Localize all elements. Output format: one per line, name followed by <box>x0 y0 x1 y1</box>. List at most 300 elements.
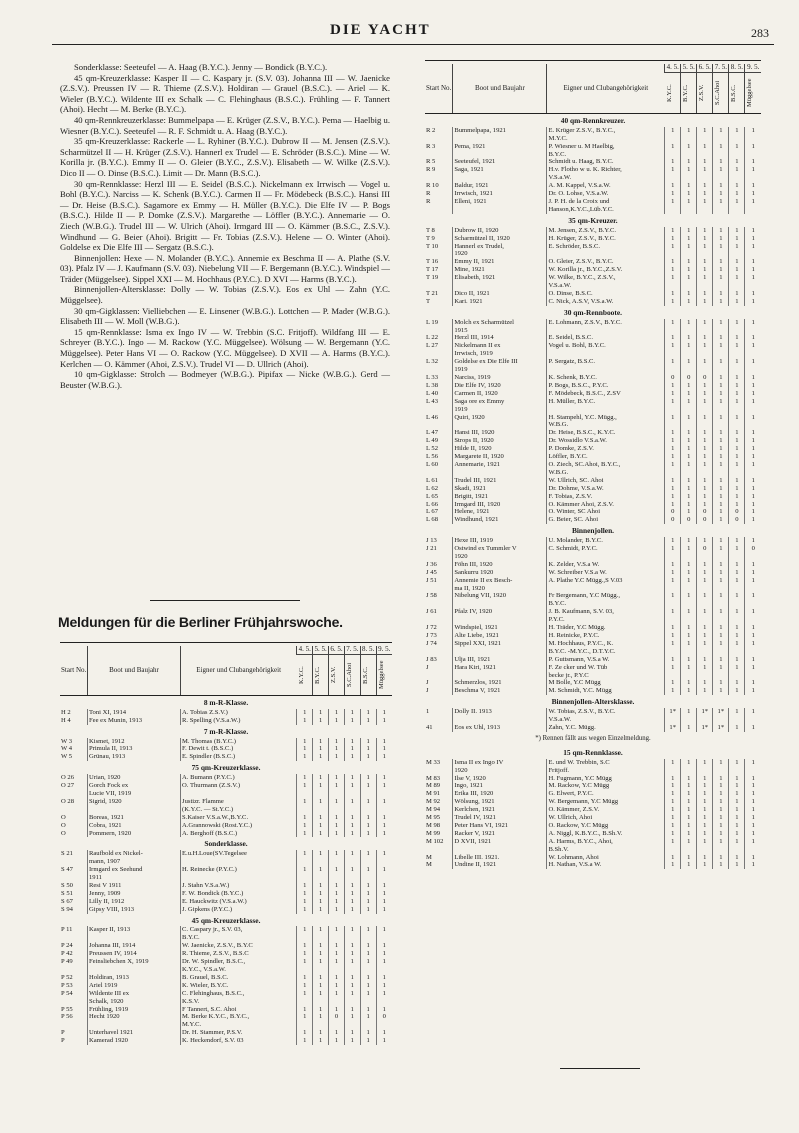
owner-club: E. Krüger Z.S.V., B.Y.C., <box>547 127 665 135</box>
start-number <box>425 135 453 143</box>
day-entry: 1 <box>729 708 745 716</box>
owner-club: Fr Bergemann, Y.C Mügg., <box>547 592 665 600</box>
day-entry: 1 <box>713 485 729 493</box>
day-entry: 1 <box>313 774 329 782</box>
day-entry: 1 <box>344 1037 360 1045</box>
day-entry: 1 <box>729 561 745 569</box>
day-entry <box>745 350 761 358</box>
table-row <box>425 516 761 524</box>
day-entry: 1 <box>313 926 329 934</box>
day-entry: 1 <box>697 679 713 687</box>
day-entry: 1 <box>376 942 392 950</box>
start-number: L 27 <box>426 342 439 350</box>
day-entry: 1 <box>745 445 761 453</box>
boat-name: Elisabeth, 1921 <box>453 274 547 282</box>
day-entry: 0 <box>745 545 761 553</box>
day-entry: 1 <box>665 243 681 251</box>
day-entry <box>681 366 697 374</box>
owner-club: O. Ziech, SC.Ahoi, B.Y.C., <box>547 461 665 469</box>
day-entry: 1 <box>745 861 761 869</box>
boat-name: Peter Hans VI, 1921 <box>453 822 547 830</box>
owner-club <box>547 327 665 335</box>
day-entry <box>729 366 745 374</box>
owner-club: F. Dewit t. (B.S.C.) <box>181 745 297 753</box>
day-entry <box>697 600 713 608</box>
day-entry: 1 <box>665 624 681 632</box>
boat-name: Lucie VII, 1919 <box>87 790 180 798</box>
boat-name: Windspiel, 1921 <box>453 624 547 632</box>
day-entry: 1 <box>297 974 313 982</box>
boat-name <box>453 421 547 429</box>
entry-paragraph: 45 qm-Kreuzerklasse: Kasper II — C. Kaspary jr. (S.V. 03). Johanna III — W. Jaenicke (Z.S.V.). Preussen IV — R. Thieme (Z.S.V.). Holdiran — Grauel (B.S.C.). — Ariel — K. Wieler (B.Y.C.). Wildente III ex Schalk — C. Flehinghaus (B.S.C.). Frühling — F. Tannert (Ahoi). Hecht — M. Berke (B.Y.C.). <box>60 72 390 115</box>
start-number: W 4 <box>61 745 73 753</box>
day-entry: 1 <box>745 501 761 509</box>
boat-name: Hara Kiri, 1921 <box>453 664 547 672</box>
day-entry: 1 <box>360 898 376 906</box>
boat-name: Hexe III, 1919 <box>453 537 547 545</box>
boat-name: Beschma V, 1921 <box>453 687 547 695</box>
boat-name: Saga ore ex Emmy <box>453 398 547 406</box>
day-entry: 1 <box>729 537 745 545</box>
start-number: P 53 <box>61 981 73 989</box>
day-entry <box>697 846 713 854</box>
owner-club: P.Y.C. <box>547 616 665 624</box>
day-entry: 1 <box>681 632 697 640</box>
day-entry <box>681 716 697 724</box>
day-entry: 1 <box>376 982 392 990</box>
day-entry <box>697 585 713 593</box>
day-entry: 1 <box>713 414 729 422</box>
start-number: J 45 <box>426 568 437 576</box>
day-entry: 1 <box>745 822 761 830</box>
day-entry <box>297 1021 313 1029</box>
owner-club: M. Thomas (B.Y.C.) <box>181 738 297 746</box>
start-number <box>425 716 453 724</box>
day-entry: 1 <box>745 127 761 135</box>
owner-club: C. Flehinghaus, B.S.C., <box>181 990 297 998</box>
table-row <box>425 243 761 251</box>
day-entry <box>313 1021 329 1029</box>
header-eigner: Eigner und Clubangehörigkeit <box>181 646 297 695</box>
boat-name: Johanna III, 1914 <box>87 942 180 950</box>
table-row <box>425 485 761 493</box>
boat-name: Narciss, 1919 <box>453 374 547 382</box>
day-entry: 1 <box>729 258 745 266</box>
day-entry: 1 <box>745 429 761 437</box>
day-entry: 1 <box>729 274 745 282</box>
day-entry: 1 <box>713 398 729 406</box>
day-entry <box>713 174 729 182</box>
start-number: R 9 <box>426 166 436 174</box>
day-entry: 1 <box>681 664 697 672</box>
day-entry <box>697 327 713 335</box>
day-entry <box>313 998 329 1006</box>
day-entry: 1 <box>681 429 697 437</box>
day-entry <box>376 874 392 882</box>
boat-name: 1919 <box>453 366 547 374</box>
start-number: R <box>426 190 431 198</box>
header-club <box>329 654 345 695</box>
day-entry: 1 <box>729 445 745 453</box>
day-entry: 1 <box>665 569 681 577</box>
day-entry: 1 <box>329 774 345 782</box>
boat-name: Mine, 1921 <box>453 266 547 274</box>
day-entry: 1 <box>697 640 713 648</box>
day-entry: 1 <box>681 830 697 838</box>
left-entries-table <box>60 646 392 1045</box>
boat-name: Föhn III, 1920 <box>453 561 547 569</box>
day-entry: 1 <box>729 437 745 445</box>
day-entry <box>360 874 376 882</box>
day-entry: 1 <box>344 974 360 982</box>
day-entry <box>697 616 713 624</box>
day-entry <box>745 151 761 159</box>
club-label: K.Y.C. <box>665 84 673 102</box>
table-row <box>425 166 761 174</box>
header-club <box>344 654 360 695</box>
header-day: 9. 5. <box>376 646 392 654</box>
table-row <box>425 374 761 382</box>
header-club <box>681 72 697 113</box>
table-row <box>425 198 761 206</box>
day-entry: 1 <box>681 814 697 822</box>
day-entry: 1 <box>665 577 681 585</box>
day-entry: 1 <box>681 461 697 469</box>
day-entry: 1 <box>697 656 713 664</box>
day-entry: 1 <box>697 477 713 485</box>
day-entry: 1 <box>297 1006 313 1014</box>
boat-name: Margarete II, 1920 <box>453 453 547 461</box>
table-header-row <box>425 64 761 72</box>
day-entry <box>360 966 376 974</box>
day-entry <box>344 1021 360 1029</box>
start-number: J 72 <box>426 624 437 632</box>
boat-name: Trudel IV, 1921 <box>453 814 547 822</box>
day-entry <box>313 858 329 866</box>
day-entry: 1 <box>729 640 745 648</box>
day-entry: 1 <box>344 950 360 958</box>
day-entry: 1 <box>729 235 745 243</box>
day-entry: 1 <box>329 866 345 874</box>
boat-name: Kamerad 1920 <box>87 1037 180 1045</box>
day-entry: 1 <box>665 414 681 422</box>
boat-name: Scharmützel II, 1920 <box>453 235 547 243</box>
header-club <box>745 72 761 113</box>
day-entry: 1 <box>697 608 713 616</box>
owner-club: Dr. O. Lohse, V.S.a.W. <box>547 190 665 198</box>
day-entry: 1 <box>297 1013 313 1021</box>
day-entry: 1 <box>713 854 729 862</box>
header-club <box>697 72 713 113</box>
day-entry: 0 <box>697 508 713 516</box>
day-entry: 1 <box>745 493 761 501</box>
class-section-row <box>425 113 761 126</box>
day-entry <box>697 672 713 680</box>
day-entry: 1 <box>681 577 697 585</box>
boat-name: Eos ex Uhl, 1913 <box>453 724 547 732</box>
owner-club: V.S.a.W. <box>547 174 665 182</box>
day-entry: 1 <box>360 866 376 874</box>
day-entry: 1 <box>729 724 745 732</box>
day-entry <box>697 469 713 477</box>
start-number: L 19 <box>426 318 439 326</box>
day-entry <box>329 966 345 974</box>
day-entry: 1 <box>313 990 329 998</box>
table-row <box>425 679 761 687</box>
day-entry: 1 <box>360 1006 376 1014</box>
boat-name: Ilse V, 1920 <box>453 775 547 783</box>
day-entry: 1 <box>297 882 313 890</box>
class-section-row <box>60 837 392 850</box>
header-club <box>729 72 745 113</box>
day-entry: 1 <box>713 537 729 545</box>
owner-club: A.Grannowski (Rost.Y.C.) <box>181 822 297 830</box>
table-row <box>425 258 761 266</box>
boat-name: Quiri, 1920 <box>453 414 547 422</box>
table-row <box>425 274 761 282</box>
day-entry: 1 <box>376 814 392 822</box>
day-entry: 1 <box>297 898 313 906</box>
day-entry <box>681 648 697 656</box>
day-entry: 1 <box>665 814 681 822</box>
start-number: S 50 <box>61 881 73 889</box>
day-entry <box>745 250 761 258</box>
day-entry: 1 <box>681 198 697 206</box>
day-entry <box>729 600 745 608</box>
boat-name: Sankurru 1920 <box>453 569 547 577</box>
day-entry: 1 <box>344 882 360 890</box>
boat-name: Toni XI, 1914 <box>87 709 180 717</box>
table-row <box>425 624 761 632</box>
owner-club: E.u.H.Loue(SV.Tegelsee <box>181 850 297 858</box>
start-number: P 52 <box>61 973 73 981</box>
start-number: S 51 <box>61 889 73 897</box>
day-entry: 1 <box>344 1013 360 1021</box>
day-entry: 1 <box>681 508 697 516</box>
day-entry: 1 <box>665 398 681 406</box>
day-entry: 1 <box>713 493 729 501</box>
class-heading: Binnenjollen. <box>571 526 615 536</box>
right-entries-table <box>425 64 761 869</box>
day-entry: 1 <box>297 982 313 990</box>
start-number: L 68 <box>426 516 439 524</box>
start-number <box>60 1021 87 1029</box>
day-entry <box>729 672 745 680</box>
day-entry: 1 <box>713 437 729 445</box>
day-entry <box>745 206 761 214</box>
start-number: H 4 <box>61 716 71 724</box>
owner-club: J. Gipkens (P.Y.C.) <box>181 906 297 914</box>
day-entry <box>665 716 681 724</box>
day-entry: 0 <box>681 516 697 524</box>
day-entry: 1 <box>360 1037 376 1045</box>
table-row <box>425 135 761 143</box>
day-entry <box>713 206 729 214</box>
day-entry: 1 <box>376 738 392 746</box>
day-entry: 1 <box>681 453 697 461</box>
day-entry: 1 <box>729 227 745 235</box>
day-entry: 1 <box>313 745 329 753</box>
day-entry: 1 <box>665 608 681 616</box>
entry-paragraph: 40 qm-Rennkreuzerklasse: Bummelpapa — E. Krüger (Z.S.V., B.Y.C.). Pema — Haelbig u. Wiesner (B.Y.C.). Seeteufel — R. F. Schmidt u. A. Haag (B.Y.C.). <box>60 114 390 136</box>
start-number <box>425 616 453 624</box>
day-entry: 1 <box>681 822 697 830</box>
table-row <box>425 838 761 846</box>
table-row <box>425 358 761 366</box>
boat-name: Irmgard III, 1920 <box>453 501 547 509</box>
start-number: J 21 <box>426 545 437 553</box>
day-entry: 1 <box>681 243 697 251</box>
header-day: 6. 5. <box>330 646 343 653</box>
owner-club: E. und W. Trebbin, S.C <box>547 759 665 767</box>
day-entry <box>729 151 745 159</box>
owner-club: K. Heckendorf, S.V. 03 <box>181 1037 297 1045</box>
day-entry <box>681 585 697 593</box>
day-entry: 1 <box>297 990 313 998</box>
owner-club: B. Grauel, B.S.C. <box>181 974 297 982</box>
day-entry <box>713 469 729 477</box>
day-entry: 1 <box>729 266 745 274</box>
day-entry: 1 <box>313 958 329 966</box>
start-number <box>425 206 453 214</box>
day-entry: 1 <box>329 898 345 906</box>
day-entry <box>313 874 329 882</box>
day-entry: 1 <box>713 798 729 806</box>
table-row <box>60 814 392 822</box>
boat-name: Boreas, 1921 <box>87 814 180 822</box>
day-entry <box>745 282 761 290</box>
start-number <box>60 998 87 1006</box>
day-entry: 1 <box>697 790 713 798</box>
day-entry <box>697 716 713 724</box>
table-row <box>60 958 392 966</box>
day-entry <box>745 469 761 477</box>
table-row <box>425 767 761 775</box>
table-row <box>425 608 761 616</box>
table-row <box>60 1006 392 1014</box>
day-entry: 1 <box>313 850 329 858</box>
day-entry: 1 <box>697 166 713 174</box>
table-row <box>425 724 761 732</box>
table-row <box>60 998 392 1006</box>
day-entry <box>713 327 729 335</box>
day-entry: 1 <box>745 158 761 166</box>
day-entry: 1 <box>745 243 761 251</box>
owner-club: M Bolle, Y.C Mügg <box>547 679 665 687</box>
start-number <box>60 806 87 814</box>
owner-club <box>547 585 665 593</box>
day-entry <box>665 206 681 214</box>
owner-club: H. Träder, Y.C Mügg. <box>547 624 665 632</box>
day-entry: 1 <box>697 592 713 600</box>
day-entry: 1 <box>713 127 729 135</box>
day-entry: 1 <box>745 182 761 190</box>
day-entry: 1 <box>665 798 681 806</box>
table-row <box>60 982 392 990</box>
start-number <box>425 174 453 182</box>
day-entry: 1 <box>745 274 761 282</box>
day-entry: 1 <box>697 561 713 569</box>
day-entry: 1 <box>745 664 761 672</box>
day-entry <box>376 858 392 866</box>
day-entry: 1 <box>713 158 729 166</box>
class-heading: 7 m-R-Klasse. <box>203 726 249 736</box>
day-entry <box>665 616 681 624</box>
day-entry <box>681 600 697 608</box>
table-row <box>425 648 761 656</box>
day-entry: 1 <box>665 190 681 198</box>
boat-name: Irrwisch, 1921 <box>453 190 547 198</box>
day-entry: 1 <box>665 806 681 814</box>
day-entry <box>297 998 313 1006</box>
class-heading: 40 qm-Rennkreuzer. <box>560 115 626 125</box>
class-section-row <box>425 695 761 708</box>
owner-club: P. Wiesner u. M Haelbig, <box>547 143 665 151</box>
start-number: L 56 <box>426 453 439 461</box>
owner-club: A. Harms, B.Y.C., Ahoi, <box>547 838 665 846</box>
day-entry: 1 <box>665 358 681 366</box>
owner-club: A. M. Kappel, V.S.a.W. <box>547 182 665 190</box>
owner-club <box>547 366 665 374</box>
day-entry: 1 <box>313 798 329 806</box>
start-number: M 95 <box>426 814 441 822</box>
day-entry: 1 <box>665 664 681 672</box>
day-entry: 1 <box>745 640 761 648</box>
table-row <box>425 822 761 830</box>
boat-name: Ariel 1919 <box>87 982 180 990</box>
table-row <box>60 822 392 830</box>
owner-club <box>547 553 665 561</box>
day-entry: 1 <box>665 319 681 327</box>
header-day: 4. 5. <box>666 64 679 71</box>
day-entry: 1 <box>329 982 345 990</box>
day-entry: 1 <box>376 1006 392 1014</box>
table-row <box>425 469 761 477</box>
day-entry <box>344 790 360 798</box>
day-entry: 1 <box>681 485 697 493</box>
start-number: P 24 <box>61 942 73 950</box>
day-entry: 1 <box>681 358 697 366</box>
start-number <box>425 327 453 335</box>
day-entry: 1 <box>329 717 345 725</box>
day-entry <box>729 406 745 414</box>
day-entry: 1 <box>745 485 761 493</box>
day-entry: 1 <box>681 414 697 422</box>
day-entry: 1 <box>729 190 745 198</box>
day-entry: 1 <box>745 166 761 174</box>
day-entry: 1 <box>713 298 729 306</box>
day-entry <box>713 151 729 159</box>
day-entry: 1 <box>713 608 729 616</box>
day-entry <box>297 874 313 882</box>
day-entry <box>745 672 761 680</box>
day-entry: 1 <box>713 227 729 235</box>
day-entry: 1 <box>729 461 745 469</box>
day-entry <box>313 806 329 814</box>
table-row <box>60 782 392 790</box>
day-entry <box>713 648 729 656</box>
day-entry: 1 <box>297 745 313 753</box>
boat-name: Kerlchen, 1921 <box>453 806 547 814</box>
boat-name: Cobra, 1921 <box>87 822 180 830</box>
boat-name <box>87 966 180 974</box>
boat-name: Trudel III, 1921 <box>453 477 547 485</box>
day-entry <box>729 421 745 429</box>
day-entry: 1 <box>697 190 713 198</box>
boat-name: 1915 <box>453 327 547 335</box>
boat-name: Sigrid, 1920 <box>87 798 180 806</box>
day-entry: 1 <box>713 182 729 190</box>
